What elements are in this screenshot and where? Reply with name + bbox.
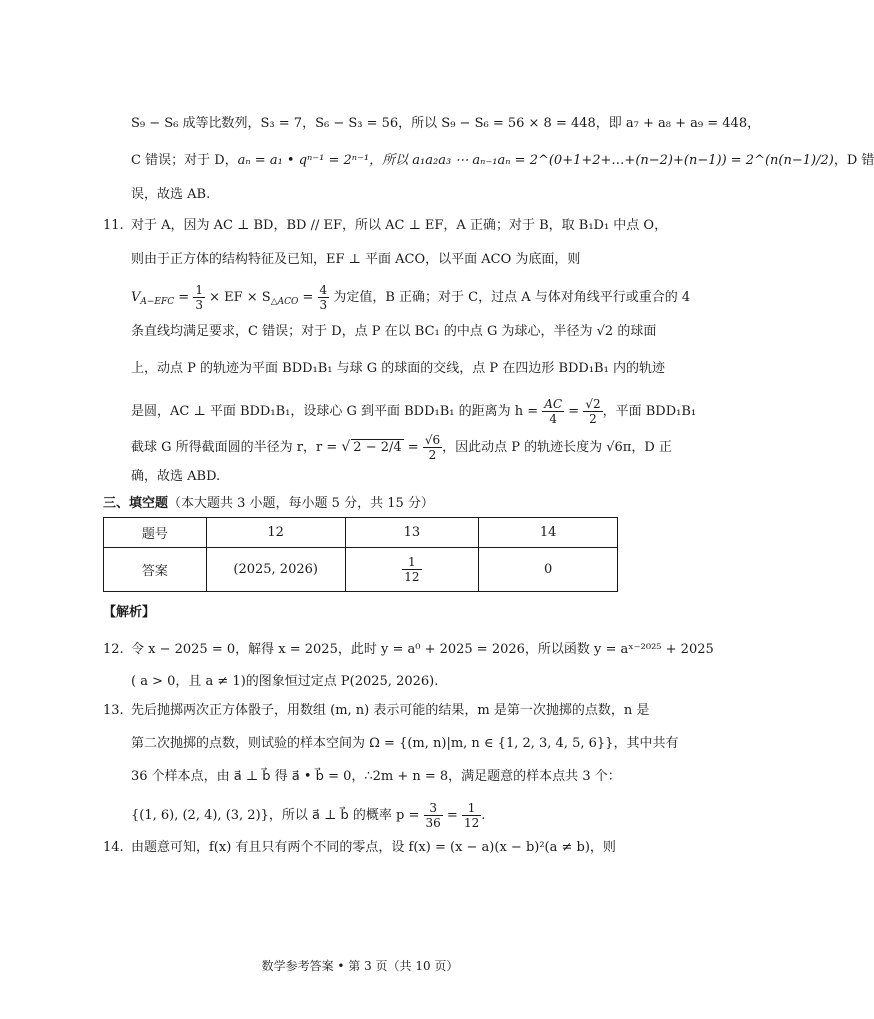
p12-line-1: 令 x − 2025 = 0，解得 x = 2025，此时 y = a⁰ + 2025 = 2026，所以函数 y = aˣ⁻²⁰²⁵ + 2025 xyxy=(131,642,714,657)
table-cell: 答案 xyxy=(104,547,207,591)
p10-line-2b: ，D 错 xyxy=(833,153,874,168)
p12-line-2: ( a > 0，且 a ≠ 1)的图象恒过定点 P(2025, 2026). xyxy=(131,674,439,689)
equals-sign-2: = xyxy=(298,290,318,305)
equals-sign: = xyxy=(174,290,194,305)
p13-number: 13. xyxy=(103,703,124,718)
frac-den: 36 xyxy=(425,816,441,830)
fraction-four-thirds xyxy=(318,283,330,312)
p14-line-1: 由题意可知，f(x) 有且只有两个不同的零点，设 f(x) = (x − a)(x − b)²(a ≠ b)，则 xyxy=(131,840,616,855)
p11-line-7a: 截球 G 所得截面圆的半径为 r，r = xyxy=(131,440,342,455)
p13-line-1: 先后抛掷两次正方体骰子，用数组 (m, n) 表示可能的结果，m 是第一次抛掷的点数，n 是 xyxy=(131,703,650,718)
page-footer: 数学参考答案 • 第 3 页（共 10 页） xyxy=(261,959,459,973)
p13-line-2: 第二次抛掷的点数，则试验的样本空间为 Ω = {(m, n)|m, n ∈ {1, 2, 3, 4, 5, 6}}，其中共有 xyxy=(131,736,679,751)
frac-den: 2 xyxy=(589,412,597,426)
frac-num: √2 xyxy=(585,397,601,411)
section-3-heading xyxy=(103,494,434,514)
equals-sign-4: = xyxy=(403,440,423,455)
table-cell: (2025, 2026) xyxy=(206,547,345,591)
table-cell: 13 xyxy=(345,518,479,548)
frac-den: 12 xyxy=(404,569,420,584)
p10-line-2a: C 错误；对于 D， xyxy=(131,153,238,168)
p10-line-3: 误，故选 AB. xyxy=(131,187,211,202)
p10-line-1: S₉ − S₆ 成等比数列，S₃ = 7，S₆ − S₃ = 56，所以 S₉ − S₆ = 56 × 8 = 448，即 a₇ + a₈ + a₉ = 448， xyxy=(131,116,761,131)
fraction-sqrt2-over-2 xyxy=(583,397,602,426)
p10-formula: aₙ = a₁ • qⁿ⁻¹ = 2ⁿ⁻¹，所以 a₁a₂a₃ ⋯ aₙ₋₁aₙ = 2^(0+1+2+…+(n−2)+(n−1)) = 2^(n(n−1)/2) xyxy=(237,153,834,168)
p11-line-7 xyxy=(131,433,672,462)
p11-line-8: 确，故选 ABD. xyxy=(131,469,221,484)
p14-number: 14. xyxy=(103,840,124,855)
volume-symbol: V xyxy=(131,290,141,305)
p13-line-3: 36 个样本点，由 a⃗ ⊥ b⃗ 得 a⃗ • b⃗ = 0，∴2m + n = 8，满足题意的样本点共 3 个： xyxy=(131,769,621,784)
frac-num: 1 xyxy=(195,283,203,297)
frac-num: AC xyxy=(544,397,563,411)
equals-sign-5: = xyxy=(442,808,462,823)
answer-fraction xyxy=(402,555,421,584)
answer-table xyxy=(103,517,618,592)
section-3-note: （本大题共 3 小题，每小题 5 分，共 15 分） xyxy=(168,496,434,511)
volume-subscript: A−EFC xyxy=(140,297,175,307)
p13-line-4a: {(1, 6), (2, 4), (3, 2)}，所以 a⃗ ⊥ b⃗ 的概率 p = xyxy=(131,808,424,823)
table-cell: 12 xyxy=(206,518,345,548)
frac-den: 3 xyxy=(319,298,328,312)
p11-line-2: 则由于正方体的结构特征及已知，EF ⊥ 平面 ACO，以平面 ACO 为底面，则 xyxy=(131,252,581,267)
table-cell: 0 xyxy=(479,547,618,591)
p11-line-4: 条直线均满足要求，C 错误；对于 D，点 P 在以 BC₁ 的中点 G 为球心，半径为 √2 的球面 xyxy=(131,324,657,339)
p11-line-7c: ，因此动点 P 的轨迹长度为 √6π，D 正 xyxy=(442,440,672,455)
table-cell xyxy=(345,547,479,591)
p11-line-1: 对于 A，因为 AC ⊥ BD，BD // EF，所以 AC ⊥ EF，A 正确；对于 B，取 B₁D₁ 中点 O， xyxy=(131,218,668,233)
fraction-3-over-36 xyxy=(424,801,443,830)
frac-num: 1 xyxy=(462,801,481,816)
p11-line-3-tail: 为定值，B 正确；对于 C，过点 A 与体对角线平行或重合的 4 xyxy=(329,290,691,305)
p11-line-6c: ，平面 BDD₁B₁ xyxy=(602,404,697,419)
p11-line-6 xyxy=(131,397,696,426)
fraction-one-third xyxy=(193,283,205,312)
product-text: × EF × S xyxy=(204,290,271,305)
frac-num: 3 xyxy=(424,801,443,816)
p13-period: . xyxy=(481,808,486,823)
table-cell: 14 xyxy=(479,518,618,548)
table-row xyxy=(104,547,618,591)
p13-line-4 xyxy=(131,801,485,830)
frac-num: 4 xyxy=(319,283,328,297)
frac-den: 4 xyxy=(549,412,558,426)
frac-den: 12 xyxy=(463,816,480,830)
analysis-heading: 【解析】 xyxy=(103,605,156,620)
equals-sign-3: = xyxy=(564,404,584,419)
p11-line-6a: 是圆，AC ⊥ 平面 BDD₁B₁，设球心 G 到平面 BDD₁B₁ 的距离为 h = xyxy=(131,404,543,419)
fraction-sqrt6-over-2 xyxy=(423,433,442,462)
table-header-row xyxy=(104,518,618,548)
table-cell: 题号 xyxy=(104,518,207,548)
p11-line-3 xyxy=(131,283,690,312)
radical-sign: √ xyxy=(341,439,351,455)
p11-line-5: 上，动点 P 的轨迹为平面 BDD₁B₁ 与球 G 的球面的交线，点 P 在四边形 BDD₁B₁ 内的轨迹 xyxy=(131,361,665,376)
frac-den: 3 xyxy=(195,298,203,312)
p12-number: 12. xyxy=(103,642,124,657)
p10-line-2 xyxy=(131,151,874,171)
radicand: 2 − 2/4 xyxy=(353,440,402,455)
fraction-ac-over-4 xyxy=(542,397,564,426)
section-3-title: 三、填空题 xyxy=(103,496,169,511)
frac-num: √6 xyxy=(424,433,441,447)
fraction-1-over-12 xyxy=(462,801,481,830)
p11-number: 11. xyxy=(103,218,124,233)
frac-num: 1 xyxy=(402,555,421,570)
area-subscript: △ACO xyxy=(270,297,299,307)
frac-den: 2 xyxy=(428,448,437,462)
